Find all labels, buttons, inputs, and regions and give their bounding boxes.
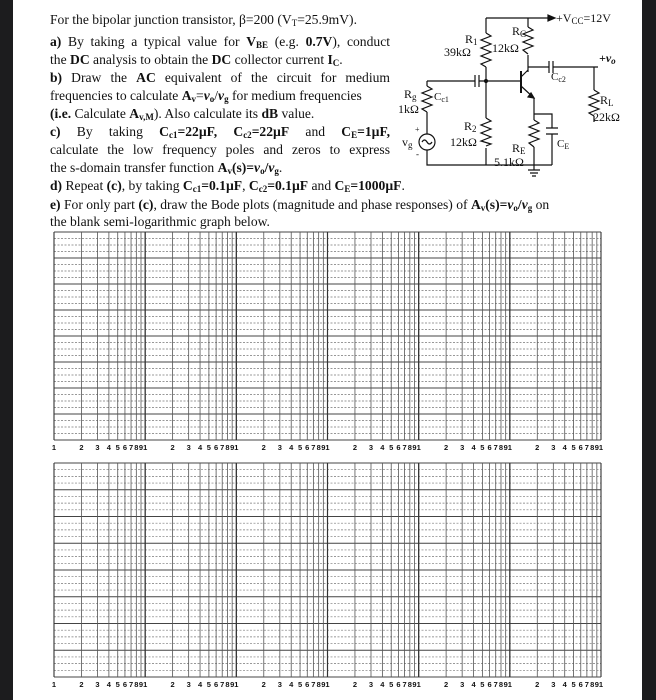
svg-text:12kΩ: 12kΩ <box>450 135 477 149</box>
rg-resistor <box>422 86 432 112</box>
axis-tick-label: 5 <box>389 443 394 452</box>
axis-tick-label: 2 <box>352 443 358 452</box>
intro-line: For the bipolar junction transistor, β=200 $(V_T=25.9mV)$. <box>50 12 357 28</box>
axis-tick-label: 4 <box>562 680 567 689</box>
axis-tick-label: 4 <box>197 680 203 689</box>
axis-tick-label: 8 <box>225 443 230 452</box>
cc1-capacitor <box>475 75 479 87</box>
part-d-line: d) Repeat (c), by taking $C_{c1}=0.1\mu F$, $C_{c2}=0.1\mu F$ and $C_E=1000\mu F$. <box>50 178 405 194</box>
axis-tick-label: 6 <box>305 443 310 452</box>
axis-tick-label: 9 <box>138 680 144 689</box>
svg-text:5.1kΩ: 5.1kΩ <box>494 155 524 169</box>
axis-tick-label: 5 <box>571 680 576 689</box>
sine-icon <box>422 140 432 144</box>
svg-text:R2: R2 <box>464 119 477 134</box>
svg-text:+vo: +vo <box>599 51 616 66</box>
axis-tick-label: 9 <box>412 680 417 689</box>
svg-text:12kΩ: 12kΩ <box>492 41 519 55</box>
part-a-line1: a) By taking a typical value for $V_{BE}$ (e.g. 0.7V), conduct <box>50 34 391 50</box>
axis-tick-label: 8 <box>225 680 230 689</box>
axis-tick-label: 5 <box>115 680 120 689</box>
circuit-labels <box>398 11 620 169</box>
axis-tick-label: 6 <box>396 680 401 689</box>
axis-tick-label: 6 <box>305 680 310 689</box>
axis-tick-label: 5 <box>297 443 303 452</box>
axis-tick-label: 8 <box>134 443 139 452</box>
axis-tick-label: 7 <box>220 680 225 689</box>
axis-tick-label: 2 <box>79 680 84 689</box>
svg-text:+: + <box>415 125 420 134</box>
axis-tick-label: 2 <box>79 443 84 452</box>
right-border <box>642 0 656 700</box>
axis-tick-label: 5 <box>297 680 303 689</box>
svg-text:39kΩ: 39kΩ <box>444 45 471 59</box>
svg-text:RL: RL <box>600 93 614 108</box>
axis-tick-label: 2 <box>170 443 175 452</box>
part-c-line2: calculate the low frequency poles and zeros to express <box>50 142 390 157</box>
axis-tick-label: 5 <box>571 443 576 452</box>
axis-tick-label: 8 <box>316 443 321 452</box>
axis-tick-label: 3 <box>460 443 465 452</box>
axis-tick-label: 1 <box>143 443 148 452</box>
part-b-line1: b) Draw the AC equivalent of the circuit for medium <box>50 70 390 85</box>
axis-tick-label: 3 <box>186 680 191 689</box>
svg-text:CE: CE <box>557 138 570 151</box>
r1-resistor <box>481 33 491 67</box>
axis-tick-label: 4 <box>471 680 476 689</box>
axis-tick-label: 8 <box>590 443 595 452</box>
axis-tick-label: 3 <box>186 443 191 452</box>
axis-tick-label: 9 <box>230 443 235 452</box>
ce-capacitor <box>546 128 558 134</box>
axis-tick-label: 7 <box>311 443 316 452</box>
axis-tick-label: 4 <box>197 443 203 452</box>
svg-text:RE: RE <box>512 141 526 156</box>
axis-tick-label: 9 <box>503 443 508 452</box>
svg-text:-: - <box>416 149 419 159</box>
axis-tick-label: 9 <box>138 443 144 452</box>
axis-tick-label: 6 <box>487 680 492 689</box>
axis-tick-label: 1 <box>507 443 512 452</box>
part-b-line2: frequencies to calculate $A_v=v_o/v_g$ for medium frequencies <box>50 88 362 104</box>
grid-lines <box>54 232 601 440</box>
axis-tick-label: 1 <box>234 443 239 452</box>
left-border <box>0 0 13 700</box>
node-dot <box>485 80 488 83</box>
ground-icon <box>528 165 540 176</box>
axis-tick-label: 5 <box>480 680 485 689</box>
axis-tick-label: 2 <box>444 680 449 689</box>
axis-tick-label: 7 <box>220 443 225 452</box>
axis-tick-label: 4 <box>289 680 294 689</box>
axis-tick-label: 5 <box>389 680 394 689</box>
axis-tick-label: 1 <box>143 680 148 689</box>
axis-tick-label: 1 <box>51 680 57 689</box>
part-e-line2: the blank semi-logarithmic graph below. <box>50 214 270 229</box>
axis-tick-label: 9 <box>412 443 417 452</box>
axis-tick-label: 1 <box>416 443 421 452</box>
axis-tick-label: 8 <box>407 443 412 452</box>
axis-tick-label: 9 <box>594 680 599 689</box>
axis-tick-label: 9 <box>321 443 326 452</box>
axis-tick-label: 6 <box>122 443 128 452</box>
axis-tick-label: 3 <box>551 680 556 689</box>
semilog-graph-phase <box>51 463 604 689</box>
axis-tick-label: 4 <box>289 443 294 452</box>
axis-tick-label: 2 <box>535 680 540 689</box>
part-c-line1: c) By taking $C_{c1}=22\mu F$, $C_{c2}=22\mu F$ and $C_E=1\mu F$, <box>50 124 390 140</box>
axis-tick-label: 6 <box>578 680 583 689</box>
axis-tick-label: 7 <box>493 680 498 689</box>
svg-text:1kΩ: 1kΩ <box>398 102 419 116</box>
part-a-line2: the DC analysis to obtain the DC collector current $I_C$. <box>50 52 343 68</box>
axis-tick-label: 5 <box>206 443 211 452</box>
source-wires <box>427 81 552 165</box>
axis-tick-label: 1 <box>325 443 330 452</box>
axis-tick-label: 3 <box>277 443 282 452</box>
axis-tick-label: 2 <box>261 680 266 689</box>
axis-tick-label: 7 <box>402 443 407 452</box>
axis-tick-label: 7 <box>493 443 498 452</box>
axis-tick-label: 3 <box>460 680 465 689</box>
axis-tick-label: 2 <box>261 443 266 452</box>
semilog-graph-magnitude <box>51 232 604 452</box>
axis-tick-label: 7 <box>128 443 134 452</box>
axis-tick-label: 8 <box>407 680 412 689</box>
part-b-line3: (i.e. Calculate $A_{v,M}$). Also calculate its dB value. <box>50 106 315 122</box>
axis-tick-label: 1 <box>598 443 604 452</box>
axis-tick-label: 1 <box>416 680 421 689</box>
axis-tick-label: 4 <box>106 443 111 452</box>
axis-tick-label: 9 <box>321 680 326 689</box>
axis-tick-label: 4 <box>562 443 567 452</box>
axis-tick-label: 1 <box>507 680 512 689</box>
axis-tick-label: 9 <box>594 443 599 452</box>
axis-tick-label: 3 <box>95 443 100 452</box>
part-c-line3: the s-domain transfer function $A_v(s)=v_o/v_g$. <box>50 160 283 176</box>
axis-tick-label: 2 <box>444 443 449 452</box>
axis-tick-label: 6 <box>214 443 219 452</box>
axis-tick-label: 8 <box>498 443 504 452</box>
axis-tick-label: 6 <box>578 443 583 452</box>
axis-tick-label: 6 <box>214 680 219 689</box>
axis-tick-label: 7 <box>584 680 589 689</box>
axis-tick-label: 3 <box>368 443 374 452</box>
axis-tick-label: 3 <box>277 680 282 689</box>
svg-text:Cc1: Cc1 <box>434 91 449 104</box>
axis-tick-label: 7 <box>311 680 316 689</box>
axis-tick-label: 6 <box>396 443 401 452</box>
svg-text:22kΩ: 22kΩ <box>593 110 620 124</box>
axis-tick-label: 1 <box>325 680 330 689</box>
axis-tick-label: 5 <box>480 443 485 452</box>
axis-tick-label: 3 <box>368 680 374 689</box>
axis-tick-label: 8 <box>498 680 504 689</box>
axis-tick-label: 7 <box>128 680 134 689</box>
axis-tick-label: 9 <box>230 680 235 689</box>
axis-tick-label: 1 <box>51 443 57 452</box>
svg-text:R1: R1 <box>465 32 478 47</box>
axis-tick-label: 9 <box>503 680 508 689</box>
svg-text:Rg: Rg <box>404 87 417 102</box>
axis-tick-label: 6 <box>122 680 128 689</box>
grid-lines <box>54 463 601 677</box>
svg-text:+VCC=12V: +VCC=12V <box>556 11 611 26</box>
axis-tick-label: 5 <box>115 443 120 452</box>
axis-tick-label: 5 <box>206 680 211 689</box>
axis-tick-label: 7 <box>584 443 589 452</box>
bjt-amplifier-schematic <box>390 0 642 180</box>
part-e-line1: e) For only part (c), draw the Bode plots (magnitude and phase responses) of $A_v(s)=v_o/v_g$ on <box>50 197 550 213</box>
r2-resistor <box>481 118 491 146</box>
axis-tick-label: 3 <box>95 680 100 689</box>
axis-tick-label: 8 <box>316 680 321 689</box>
axis-tick-label: 1 <box>234 680 239 689</box>
axis-tick-label: 4 <box>471 443 476 452</box>
re-resistor <box>529 120 539 147</box>
axis-tick-label: 4 <box>106 680 111 689</box>
svg-text:vg: vg <box>402 135 413 150</box>
axis-tick-label: 2 <box>170 680 175 689</box>
axis-tick-label: 6 <box>487 443 492 452</box>
vcc-arrow-icon <box>548 15 555 21</box>
svg-text:RC: RC <box>512 24 527 39</box>
axis-tick-label: 2 <box>535 443 540 452</box>
axis-tick-label: 4 <box>380 680 385 689</box>
svg-text:Cc2: Cc2 <box>551 71 566 84</box>
axis-tick-label: 8 <box>590 680 595 689</box>
axis-tick-label: 1 <box>598 680 604 689</box>
axis-tick-label: 3 <box>551 443 556 452</box>
axis-tick-label: 8 <box>134 680 139 689</box>
axis-tick-label: 4 <box>380 443 385 452</box>
axis-tick-label: 2 <box>352 680 358 689</box>
axis-tick-label: 7 <box>402 680 407 689</box>
